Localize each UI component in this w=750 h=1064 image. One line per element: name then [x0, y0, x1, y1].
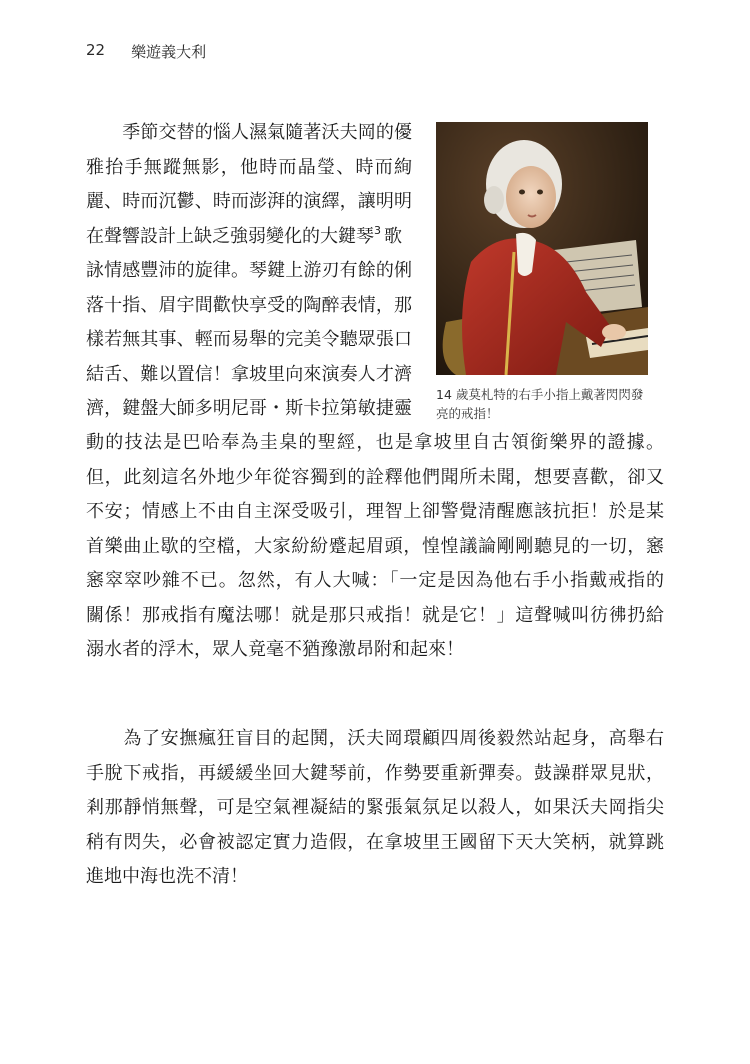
mozart-portrait-image: [436, 122, 648, 375]
text-segment: 歌: [384, 225, 402, 247]
text-line: 關係！那戒指有魔法哪！就是那只戒指！就是它！」這聲喊叫彷彿扔給: [86, 604, 664, 626]
text-line: 詠情感豐沛的旋律。琴鍵上游刃有餘的俐: [86, 260, 412, 281]
book-title: 樂遊義大利: [131, 43, 207, 61]
caption-line: 14 歲莫札特的右手小指上戴著閃閃發: [436, 387, 644, 402]
page-number: 22: [86, 41, 106, 59]
text-line-with-footnote: [86, 220, 412, 255]
text-line: 窸窣窣吵雜不已。忽然，有人大喊：「一定是因為他右手小指戴戒指的: [86, 570, 664, 591]
text-line: 但，此刻這名外地少年從容獨到的詮釋他們聞所未聞，想要喜歡，卻又: [86, 466, 664, 488]
paragraph-1-full-width: [86, 426, 664, 668]
text-line: 樣若無其事、輕而易舉的完美令聽眾張口: [86, 329, 412, 350]
text-line: 濟，鍵盤大師多明尼哥・斯卡拉第敏捷靈: [86, 398, 412, 419]
text-line: 動的技法是巴哈奉為圭臬的聖經，也是拿坡里自古領銜樂界的證據。: [86, 432, 664, 453]
text-line: 稍有閃失，必會被認定實力造假，在拿坡里王國留下天大笑柄，就算跳: [86, 831, 664, 853]
text-line: 為了安撫瘋狂盲目的起鬨，沃夫岡環顧四周後毅然站起身，高舉右: [86, 728, 664, 749]
text-line: 結舌、難以置信！拿坡里向來演奏人才濟: [86, 363, 412, 385]
text-line: 首樂曲止歇的空檔，大家紛紛蹙起眉頭，惶惶議論剛剛聽見的一切，窸: [86, 535, 664, 557]
footnote-marker: 3: [374, 223, 381, 237]
text-line: 落十指、眉宇間歡快享受的陶醉表情，那: [86, 294, 412, 316]
text-segment: 在聲響設計上缺乏強弱變化的大鍵琴: [86, 225, 374, 247]
paragraph-1-wrapped: [86, 116, 412, 427]
text-line: 溺水者的浮木，眾人竟毫不猶豫激昂附和起來！: [86, 639, 464, 660]
text-line: 手脫下戒指，再緩緩坐回大鍵琴前，作勢要重新彈奏。鼓譟群眾見狀，: [86, 762, 664, 784]
paragraph-2: [86, 722, 664, 895]
page-header: [86, 41, 206, 62]
text-line: 剎那靜悄無聲，可是空氣裡凝結的緊張氣氛足以殺人，如果沃夫岡指尖: [86, 797, 664, 818]
text-line: 季節交替的惱人濕氣隨著沃夫岡的優: [86, 122, 412, 143]
text-line: 進地中海也洗不清！: [86, 866, 248, 887]
text-line: 不安；情感上不由自主深受吸引，理智上卻警覺清醒應該抗拒！於是某: [86, 501, 664, 522]
text-line: 雅抬手無蹤無影，他時而晶瑩、時而絢: [86, 156, 412, 178]
text-line: 麗、時而沉鬱、時而澎湃的演繹，讓明明: [86, 191, 412, 212]
caption-line: 亮的戒指！: [436, 406, 499, 421]
figure-caption: [436, 385, 651, 423]
